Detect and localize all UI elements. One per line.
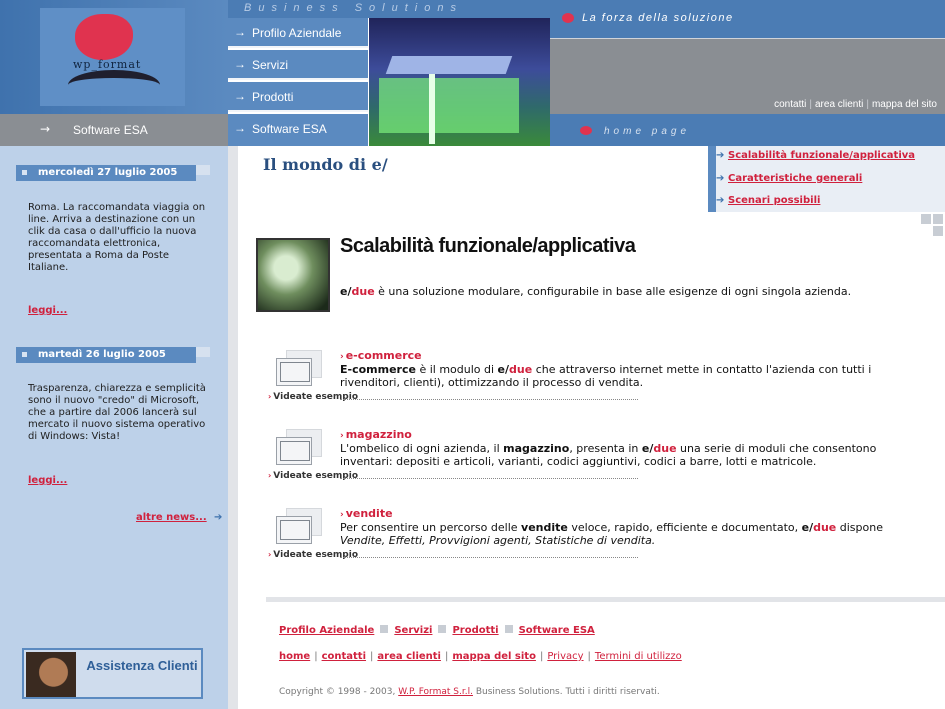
- separator: |: [444, 651, 449, 662]
- arrow-right-icon: →: [234, 25, 246, 39]
- read-more-link[interactable]: leggi...: [28, 475, 68, 486]
- window-front: [276, 358, 312, 386]
- chevron-right-icon: ›: [340, 510, 344, 520]
- top-link-area-clienti[interactable]: area clienti: [814, 99, 864, 110]
- videate-label: Videate esempio: [273, 392, 359, 402]
- red-dot-icon: [580, 126, 592, 135]
- brand-e: e/: [340, 285, 352, 298]
- footer-link-privacy[interactable]: Privacy: [547, 651, 584, 662]
- videate-icon[interactable]: [276, 508, 324, 550]
- nav-servizi[interactable]: [228, 50, 368, 80]
- copyright-post: Business Solutions. Tutti i diritti riservati.: [475, 687, 660, 697]
- arrow-right-icon: →: [234, 57, 246, 71]
- deco-square: [933, 214, 943, 224]
- module-title: [340, 349, 422, 362]
- nav-label: Prodotti: [252, 90, 294, 104]
- nav-prodotti[interactable]: [228, 82, 368, 112]
- dotted-separator: [340, 399, 638, 400]
- logo-area: [0, 0, 228, 114]
- decorative-squares: [921, 214, 945, 238]
- videate-icon[interactable]: [276, 350, 324, 392]
- bullet-square-icon: [22, 170, 27, 175]
- separator: |: [809, 99, 812, 110]
- nav-label: Servizi: [252, 58, 289, 72]
- top-link-contatti[interactable]: contatti: [774, 99, 807, 110]
- footer-nav-servizi[interactable]: Servizi: [394, 625, 433, 636]
- assistenza-clienti-banner[interactable]: [22, 648, 203, 699]
- deco-square: [933, 226, 943, 236]
- footer-link-contatti[interactable]: contatti: [321, 651, 367, 662]
- separator: |: [539, 651, 544, 662]
- logo-text: wp_format: [73, 58, 142, 71]
- separator: |: [587, 651, 591, 662]
- module-name: e-commerce: [345, 349, 422, 362]
- link-scalabilita[interactable]: Scalabilità funzionale/applicativa: [728, 150, 916, 161]
- window-front: [276, 516, 312, 544]
- chevron-right-icon: ›: [340, 431, 344, 441]
- news-date-header: [16, 165, 196, 181]
- news-text: Trasparenza, chiarezza e semplicità sono il nuovo "credo" di Microsoft, che a partire dal 2006 lancerà sul mercato il nuovo sistema operativo di Windows: Vista!: [28, 383, 206, 442]
- page-title: Il mondo di e/: [263, 155, 388, 174]
- separator: |: [370, 651, 374, 662]
- news-date: mercoledì 27 luglio 2005: [38, 167, 178, 178]
- arrow-right-icon: →: [40, 122, 51, 136]
- news-text: Roma. La raccomandata viaggia on line. Arriva a destinazione con un clik da casa o dall'ufficio la nuova raccomandata elettronica, presentata a Roma da Poste Italiane.: [28, 202, 206, 273]
- tagline-text: La forza della soluzione: [582, 12, 734, 24]
- chevron-right-icon: ➔: [716, 195, 725, 206]
- arrow-right-icon: ›: [268, 392, 272, 401]
- footer-nav-profilo[interactable]: Profilo Aziendale: [279, 625, 375, 636]
- copyright: [279, 687, 660, 697]
- footer-link-home[interactable]: home: [279, 651, 311, 662]
- header-tab: [196, 347, 210, 357]
- software-esa-bar[interactable]: [0, 114, 228, 146]
- section-thumbnail: [256, 238, 330, 312]
- videate-link[interactable]: [268, 391, 358, 403]
- deco-square: [921, 214, 931, 224]
- logo-swoosh-icon: [68, 70, 160, 100]
- window-front: [276, 437, 312, 465]
- home-page-bar[interactable]: [550, 114, 945, 146]
- brand-due: due: [351, 285, 375, 298]
- arrow-right-icon: ›: [268, 550, 272, 559]
- videate-icon[interactable]: [276, 429, 324, 471]
- module-name: vendite: [345, 507, 393, 520]
- footer-link-termini[interactable]: Termini di utilizzo: [594, 651, 682, 662]
- videate-link[interactable]: [268, 549, 358, 561]
- read-more-link[interactable]: leggi...: [28, 305, 68, 316]
- link-caratteristiche[interactable]: Caratteristiche generali: [728, 173, 863, 184]
- nav-profilo-aziendale[interactable]: [228, 18, 368, 48]
- more-news-link[interactable]: altre news...: [136, 512, 207, 523]
- arrow-right-icon: →: [234, 89, 246, 103]
- header-gray-panel: [550, 38, 945, 114]
- top-links: [774, 99, 937, 110]
- separator: |: [866, 99, 869, 110]
- footer-nav-software-esa[interactable]: Software ESA: [518, 625, 595, 636]
- header-building-photo: [369, 18, 550, 146]
- module-description: L'ombelico di ogni azienda, il magazzino, presenta in e/due una serie di moduli che consentono inventari: depositi e articoli, varianti, codici aggiuntivi, codici a barre, lotti e matricole.: [340, 442, 877, 468]
- module-description: Per consentire un percorso delle vendite veloce, rapido, efficiente e documentato, e/due dispone Vendite, Effetti, Provvigioni agenti, Statistiche di vendita.: [340, 521, 883, 547]
- chevron-right-icon: ➔: [214, 512, 223, 523]
- chevron-right-icon: ➔: [716, 150, 725, 161]
- nav-label: Software ESA: [252, 122, 327, 136]
- footer-link-area-clienti[interactable]: area clienti: [377, 651, 441, 662]
- module-title: [340, 428, 412, 441]
- red-dot-icon: [562, 13, 574, 23]
- footer-links: [279, 651, 682, 662]
- tagline-bar: [550, 0, 945, 38]
- module-title: [340, 507, 393, 520]
- arrow-right-icon: ›: [268, 471, 272, 480]
- business-solutions-strip: Business Solutions: [228, 0, 550, 18]
- top-link-mappa-del-sito[interactable]: mappa del sito: [871, 99, 937, 110]
- footer-nav-prodotti[interactable]: Prodotti: [452, 625, 499, 636]
- nav-label: Profilo Aziendale: [252, 26, 342, 40]
- arrow-right-icon: →: [234, 121, 246, 135]
- section-links-panel: [708, 146, 945, 212]
- bullet-square-icon: [22, 352, 27, 357]
- module-description: E-commerce è il modulo di e/due che attraverso internet mette in contatto l'azienda con tutti i rivenditori, clienti), ottimizzando il processo di vendita.: [340, 363, 872, 389]
- section-intro: [340, 285, 851, 298]
- sidebar-edge: [228, 146, 238, 709]
- dotted-separator: [340, 557, 638, 558]
- videate-label: Videate esempio: [273, 471, 359, 481]
- link-scenari[interactable]: Scenari possibili: [728, 195, 821, 206]
- square-separator: [380, 625, 388, 633]
- videate-label: Videate esempio: [273, 550, 359, 560]
- videate-link[interactable]: [268, 470, 358, 482]
- module-name: magazzino: [345, 428, 412, 441]
- photo-beam: [429, 74, 435, 144]
- intro-text: è una soluzione modulare, configurabile in base alle esigenze di ogni singola azienda.: [374, 285, 852, 298]
- square-separator: [438, 625, 446, 633]
- software-esa-label: Software ESA: [73, 123, 148, 137]
- footer-divider: [266, 597, 945, 602]
- section-title: Scalabilità funzionale/applicativa: [340, 235, 636, 257]
- square-separator: [505, 625, 513, 633]
- nav-software-esa[interactable]: [228, 114, 368, 146]
- chevron-right-icon: ›: [340, 352, 344, 362]
- header-tab: [196, 165, 210, 175]
- separator: |: [314, 651, 318, 662]
- photo-glow: [379, 78, 519, 133]
- dotted-separator: [340, 478, 638, 479]
- footer-link-mappa[interactable]: mappa del sito: [452, 651, 536, 662]
- news-date: martedì 26 luglio 2005: [38, 349, 166, 360]
- home-page-link[interactable]: home page: [604, 126, 691, 137]
- company-link[interactable]: W.P. Format S.r.l.: [398, 687, 473, 697]
- operator-photo: [26, 652, 76, 697]
- news-date-header: [16, 347, 196, 363]
- footer-nav: [279, 625, 595, 636]
- copyright-pre: Copyright © 1998 - 2003,: [279, 687, 396, 697]
- chevron-right-icon: ➔: [716, 173, 725, 184]
- photo-roof: [386, 56, 513, 74]
- assistenza-label: Assistenza Clienti: [86, 658, 198, 673]
